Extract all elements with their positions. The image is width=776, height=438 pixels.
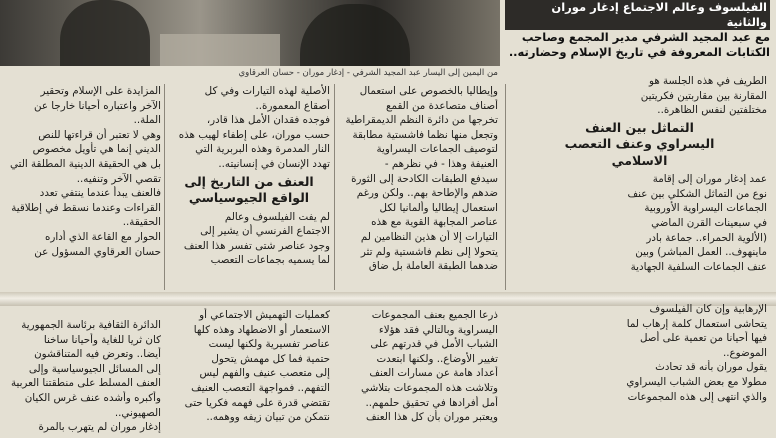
column-rule	[164, 84, 165, 290]
text-line: أيضا.. وتعرض فيه المتناقشون	[34, 348, 161, 361]
text-line: الإرهابية وإن كان الفيلسوف	[649, 303, 767, 315]
subheading-line: التماثل بين العنف	[585, 119, 694, 135]
article-headline	[505, 0, 770, 60]
photo-caption: من اليمين إلى اليسار عبد المجيد الشرفي - إدغار موران - حسان العرقاوي	[238, 68, 498, 78]
text-line: الملة..	[133, 114, 161, 127]
photo-table	[160, 34, 280, 66]
text-line: الدائرة الثقافية برئاسة الجمهورية	[21, 319, 161, 331]
text-line: وإيطاليا بالخصوص على استعمال	[359, 85, 498, 97]
text-line: كعمليات التهميش الاجتماعي أو	[199, 309, 330, 321]
text-line: العنف المسلط على منطقتنا العربية	[10, 377, 161, 390]
column-2-lower	[338, 308, 498, 425]
text-line: الصهيوني..	[114, 406, 161, 419]
text-line: حسان العرقاوي المسؤول عن	[34, 245, 161, 258]
text-line: لتوصيف الجماعات اليسراوية	[376, 143, 498, 156]
text-line: أصقاع المعمورة..	[255, 99, 330, 112]
text-line: ماينهوف.. العمل المباشر) وبين	[635, 246, 767, 259]
text-line: استعمال إيطاليا وألمانيا لكل	[379, 201, 498, 214]
text-line: في سبعينات القرن الماضي	[651, 217, 767, 230]
text-line: مختلفتين لنفس الظاهرة..	[657, 104, 767, 117]
text-line: تهدد الإنسان في إنسانيته..	[218, 157, 330, 170]
text-line: ضدهم والإطاحة بهم.. ولكن ورغم	[356, 187, 498, 200]
column-rule	[505, 84, 506, 290]
text-line: ذرعا الجميع بعنف المجموعات	[371, 309, 498, 321]
subheading-line: العنف من التاريخ إلى	[184, 173, 314, 189]
text-line: عناصر تفسيرية ولكنها ليست	[208, 338, 330, 351]
subheading	[512, 120, 767, 170]
text-line: التفهم.. فمواجهة التعصب العنيف	[191, 381, 330, 394]
column-1	[512, 74, 767, 274]
photo-person-left	[60, 0, 150, 66]
text-line: الحقيقة..	[122, 216, 161, 229]
text-line: تقصي الآخر وتنفيه..	[76, 172, 161, 185]
text-line: أمل أفرادها في تحقيق حلمهم..	[365, 396, 498, 409]
column-2	[340, 84, 498, 274]
headline-line-2: مع عبد المجيد الشرفي مدير المجمع وصاحب	[521, 30, 770, 44]
text-line: المزايدة على الإسلام وتحقير	[40, 85, 161, 97]
text-line: حسب موران، على إطفاء لهيب هذه	[178, 128, 330, 141]
text-line: إدغار موران لم يتهرب بالمرة	[38, 421, 161, 434]
text-line: والذي انتهى إلى هذه المجموعات	[627, 390, 767, 403]
text-line: النار المدمرة وهذه البربرية التي	[195, 143, 330, 156]
text-line: فالعنف يبدأ عندما ينتفي تعدد	[39, 187, 161, 200]
text-line: ويعتبر موران بأن كل هذا العنف	[366, 411, 498, 424]
text-line: نوع من التماثل الشكلي بين عنف	[627, 187, 767, 200]
column-rule	[334, 84, 335, 290]
text-line: الشباب الأمل في قدرتهم على	[370, 338, 498, 351]
subheading-line: اليسراوي وعنف التعصب	[564, 136, 715, 152]
text-line: الموضوع..	[722, 346, 767, 359]
text-line: تغيير الأوضاع.. ولكنها ابتعدت	[376, 352, 498, 365]
text-line: حتمية فما كل مهمش يتحول	[211, 352, 330, 365]
headline-line-3: الكتابات المعروفة في تاريخ الإسلام وحضارته..	[508, 45, 770, 59]
text-line: مطولا مع بعض الشباب اليسراوي	[626, 375, 767, 388]
text-line: يتحولا إلى نظم فاشستية ولم تثر	[360, 245, 498, 258]
column-3	[168, 84, 330, 268]
text-line: سيدفع الطبقات الكادحة إلى الثورة	[351, 172, 498, 185]
text-line: وتلاشت هذه المجموعات بتلاشي	[361, 381, 498, 394]
text-line: لم يفت الفيلسوف وعالم	[224, 210, 330, 223]
subheading-line: الواقع الجيوسياسي	[188, 190, 310, 206]
text-line: الاجتماع الفرنسي أن يشير إلى	[200, 225, 330, 238]
text-line: الآخر واعتباره أحيانا خارجا عن	[33, 99, 161, 112]
photo-person-right	[300, 4, 410, 66]
text-line: أصناف متصاعدة من القمع	[386, 99, 498, 112]
text-line: يقول موران بأنه قد تحادث	[655, 361, 767, 374]
text-line: نتمكن من تبيان زيفه ووهمه..	[206, 411, 330, 424]
text-line: المقارنة بين مقاربتين فكريتين	[640, 89, 767, 102]
text-line: الحوار مع القاعة الذي أداره	[44, 230, 161, 243]
column-3-lower	[166, 308, 330, 425]
text-line: فيها أحيانا من تعمية على أصل	[639, 332, 767, 345]
column-1-lower	[512, 302, 767, 404]
text-line: إلى المسائل الجيوسياسية وإلى	[28, 362, 161, 375]
text-line: عناصر المجابهة القوية مع هذه	[371, 216, 498, 229]
subheading	[168, 174, 330, 207]
text-line: فوجده فقدان الأمل هذا قادر،	[206, 114, 330, 127]
text-line: وأكبره وأشده عنف غرس الكيان	[24, 391, 161, 404]
headline-line-1: الفيلسوف وعالم الاجتماع إدغار موران والثانية	[505, 0, 770, 30]
text-line: تقتضي قدرة على فهمه فكريا حتى	[184, 396, 330, 409]
text-line: العنيفة وهذا - في نظرهم -	[384, 157, 498, 170]
text-line: الطريف في هذه الجلسة هو	[649, 75, 767, 87]
text-line: كان ثريا للغاية وأحيانا ساخنا	[43, 333, 161, 346]
article-photo	[0, 0, 500, 66]
text-line: وهي لا تعتبر أن قراءتها للنص	[38, 128, 161, 141]
text-line: التيارات إلا أن هذين النظامين لم	[360, 230, 498, 243]
text-line: اليسراوية وبالتالي فقد هؤلاء	[378, 323, 498, 336]
text-line: أعداد هامة عن مسارات العنف	[369, 367, 498, 380]
text-line: يتحاشى استعمال كلمة إرهاب لما	[626, 317, 767, 330]
text-line: عنف الجماعات السلفية الجهادية	[630, 260, 767, 273]
text-line: الديني إنما هي تأويل مخصوص	[32, 143, 161, 156]
column-4	[6, 84, 161, 259]
text-line: (الألوية الحمراء.. جماعة بادر	[646, 231, 767, 244]
subheading-line: الاسلامي	[611, 152, 668, 168]
text-line: لما يسميه بجماعات التعصب	[210, 254, 330, 267]
column-4-lower	[4, 318, 161, 435]
text-line: عمد إدغار موران إلى إقامة	[652, 173, 767, 186]
text-line: الاستعمار أو الاضطهاد وهذه كلها	[193, 323, 330, 336]
text-line: ضدهما الطبقة العاملة بل ضاق	[368, 260, 498, 273]
text-line: إلى متعصب عنيف والفهم ليس	[199, 367, 330, 380]
text-line: تخرجها من دائرة النظم الديمقراطية	[345, 114, 498, 127]
text-line: القراءات وعندما نسقط في إطلاقية	[11, 201, 161, 214]
text-line: وجود عناصر شتى تفسر هذا العنف	[183, 239, 330, 252]
text-line: وتجعل منها نظما فاشستية مطابقة	[352, 128, 498, 141]
text-line: بل هي الحقيقة الدينية المطلقة التي	[10, 157, 161, 170]
text-line: الجماعات اليسراوية الأوروبية	[644, 202, 767, 215]
text-line: الأصلية لهذه التيارات وفي كل	[204, 85, 330, 97]
